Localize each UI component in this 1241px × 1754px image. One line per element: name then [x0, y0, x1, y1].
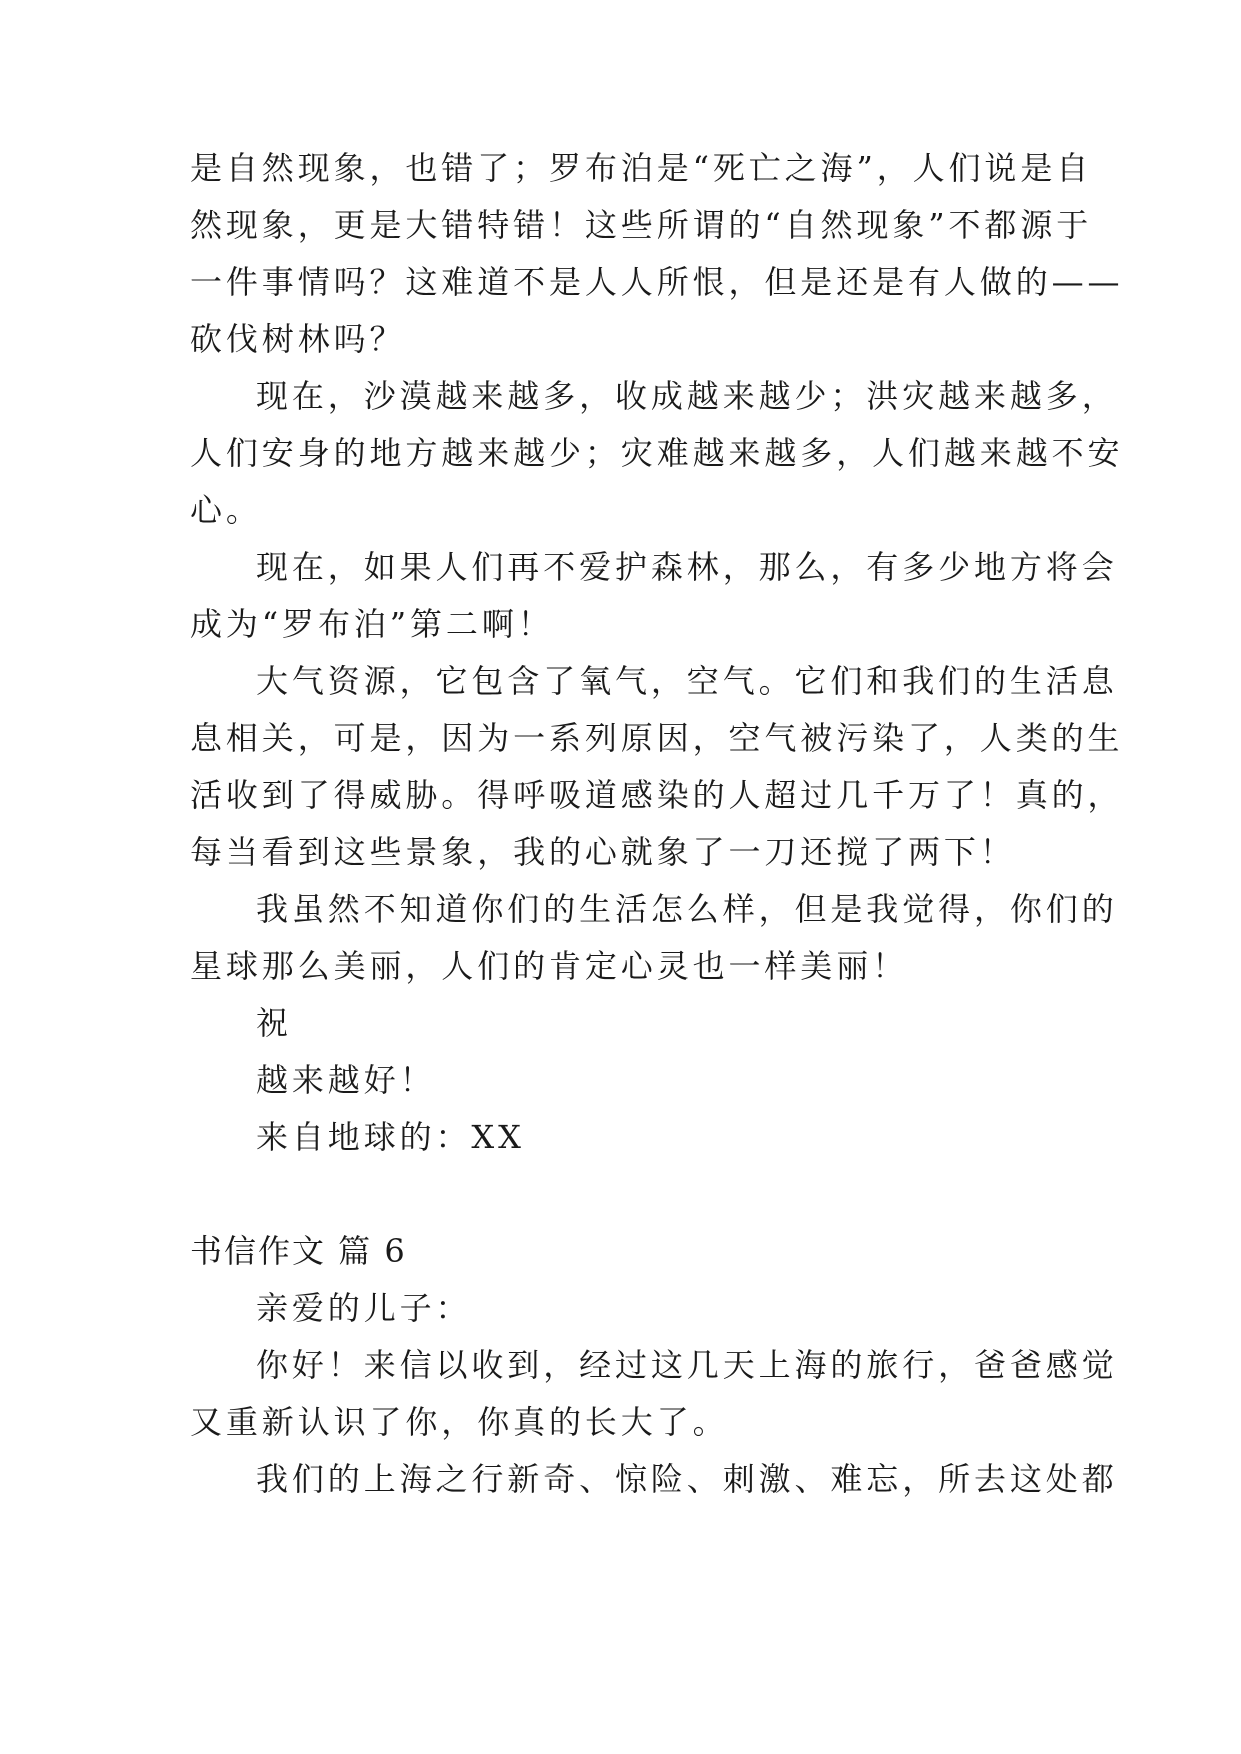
paragraph-line: 息相关，可是，因为一系列原因，空气被污染了，人类的生	[190, 719, 1124, 757]
paragraph-line: 人们安身的地方越来越少；灾难越来越多，人们越来越不安	[190, 434, 1124, 472]
paragraph-line: 又重新认识了你，你真的长大了。	[190, 1403, 729, 1441]
closing-wish-text: 越来越好！	[256, 1061, 436, 1099]
section-heading: 书信作文 篇 6	[190, 1232, 407, 1270]
paragraph-line: 你好！来信以收到，经过这几天上海的旅行，爸爸感觉	[256, 1346, 1118, 1384]
paragraph-line: 现在，如果人们再不爱护森林，那么，有多少地方将会	[256, 548, 1118, 586]
letter-salutation: 亲爱的儿子：	[256, 1289, 472, 1327]
paragraph-line: 然现象，更是大错特错！这些所谓的“自然现象”不都源于	[190, 206, 1093, 244]
paragraph-line: 一件事情吗？这难道不是人人所恨，但是还是有人做的——	[190, 263, 1124, 301]
paragraph-line: 星球那么美丽，人们的肯定心灵也一样美丽！	[190, 947, 909, 985]
closing-wish: 祝	[256, 1004, 292, 1042]
paragraph-line: 每当看到这些景象，我的心就象了一刀还搅了两下！	[190, 833, 1016, 871]
paragraph-line: 是自然现象，也错了；罗布泊是“死亡之海”，人们说是自	[190, 149, 1093, 187]
paragraph-line: 心。	[190, 491, 262, 529]
paragraph-line: 活收到了得威胁。得呼吸道感染的人超过几千万了！真的，	[190, 776, 1124, 814]
letter-signature: 来自地球的：XX	[256, 1118, 525, 1156]
paragraph-line: 砍伐树林吗？	[190, 320, 406, 358]
paragraph-line: 大气资源，它包含了氧气，空气。它们和我们的生活息	[256, 662, 1118, 700]
paragraph-line: 我们的上海之行新奇、惊险、刺激、难忘，所去这处都	[256, 1460, 1118, 1498]
paragraph-line: 我虽然不知道你们的生活怎么样，但是我觉得，你们的	[256, 890, 1118, 928]
paragraph-line: 成为“罗布泊”第二啊！	[190, 605, 554, 643]
paragraph-line: 现在，沙漠越来越多，收成越来越少；洪灾越来越多，	[256, 377, 1118, 415]
